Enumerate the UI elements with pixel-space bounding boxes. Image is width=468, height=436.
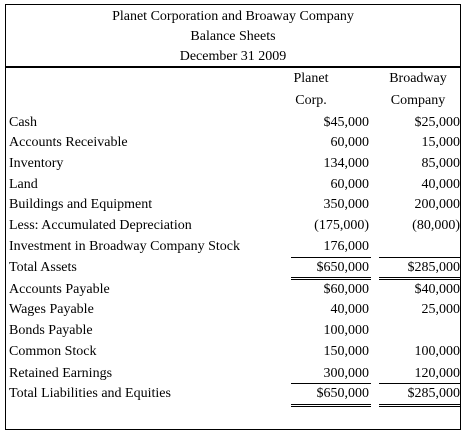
- broadway-value: 85,000: [421, 156, 460, 171]
- planet-value: (175,000): [314, 218, 369, 233]
- broadway-value: 40,000: [421, 177, 460, 192]
- row-investment-in-broadway: [6, 237, 460, 257]
- planet-value: 60,000: [330, 135, 369, 150]
- total-rule-planet: [291, 406, 371, 407]
- row-total-assets: [6, 258, 460, 278]
- planet-value: 60,000: [330, 177, 369, 192]
- row-bonds-payable: [6, 321, 460, 341]
- row-label: Cash: [9, 115, 37, 130]
- planet-value: 134,000: [323, 156, 369, 171]
- planet-value: 150,000: [323, 344, 369, 359]
- row-wages-payable: [6, 300, 460, 320]
- broadway-value: $25,000: [414, 115, 460, 130]
- row-label: Total Assets: [9, 260, 77, 275]
- total-rule-broadway: [379, 277, 461, 278]
- row-label: Wages Payable: [9, 302, 94, 317]
- row-label: Total Liabilities and Equities: [9, 386, 171, 401]
- total-rule-planet: [291, 404, 371, 405]
- planet-value: 176,000: [323, 239, 369, 254]
- planet-value: $45,000: [323, 115, 369, 130]
- broadway-value: 100,000: [414, 344, 460, 359]
- planet-value: 40,000: [330, 302, 369, 317]
- planet-value: 350,000: [323, 197, 369, 212]
- statement-title: Balance Sheets: [190, 29, 276, 44]
- planet-header-line1: Planet: [293, 71, 329, 86]
- broadway-header-line2: Company: [390, 93, 446, 108]
- row-label: Accounts Payable: [9, 282, 110, 297]
- row-retained-earnings: [6, 364, 460, 384]
- planet-value: 100,000: [323, 323, 369, 338]
- row-buildings-equipment: [6, 195, 460, 215]
- row-accounts-receivable: [6, 133, 460, 153]
- broadway-value: 120,000: [414, 366, 460, 381]
- row-label: Buildings and Equipment: [9, 197, 153, 212]
- row-label: Investment in Broadway Company Stock: [9, 239, 240, 254]
- balance-sheet: [5, 4, 461, 430]
- statement-date: December 31 2009: [179, 49, 287, 64]
- broadway-value: (80,000): [412, 218, 460, 233]
- row-accumulated-depreciation: [6, 216, 460, 236]
- row-total-liabilities-equities: [6, 384, 460, 404]
- planet-value: 300,000: [323, 366, 369, 381]
- planet-value: $60,000: [323, 282, 369, 297]
- broadway-value: 25,000: [421, 302, 460, 317]
- row-label: Bonds Payable: [9, 323, 93, 338]
- row-land: [6, 175, 460, 195]
- broadway-value: $40,000: [414, 282, 460, 297]
- broadway-value: 15,000: [421, 135, 460, 150]
- row-label: Accounts Receivable: [9, 135, 128, 150]
- row-label: Common Stock: [9, 344, 97, 359]
- sheet-header: [6, 5, 460, 68]
- planet-column-header: [287, 68, 335, 112]
- total-rule-broadway: [379, 404, 461, 405]
- row-cash: [6, 113, 460, 133]
- broadway-column-header: [383, 68, 453, 112]
- total-rule-broadway: [379, 406, 461, 407]
- company-title: Planet Corporation and Broaway Company: [112, 9, 354, 24]
- row-accounts-payable: [6, 280, 460, 300]
- total-rule-planet: [291, 277, 371, 278]
- planet-value: $650,000: [316, 260, 369, 275]
- broadway-value: $285,000: [407, 386, 460, 401]
- broadway-value: 200,000: [414, 197, 460, 212]
- planet-header-line2: Corp.: [295, 93, 327, 108]
- broadway-value: $285,000: [407, 260, 460, 275]
- row-inventory: [6, 154, 460, 174]
- row-common-stock: [6, 342, 460, 362]
- row-label: Land: [9, 177, 38, 192]
- broadway-header-line1: Broadway: [389, 71, 447, 86]
- planet-value: $650,000: [316, 386, 369, 401]
- row-label: Less: Accumulated Depreciation: [9, 218, 192, 233]
- row-label: Retained Earnings: [9, 366, 113, 381]
- row-label: Inventory: [9, 156, 64, 171]
